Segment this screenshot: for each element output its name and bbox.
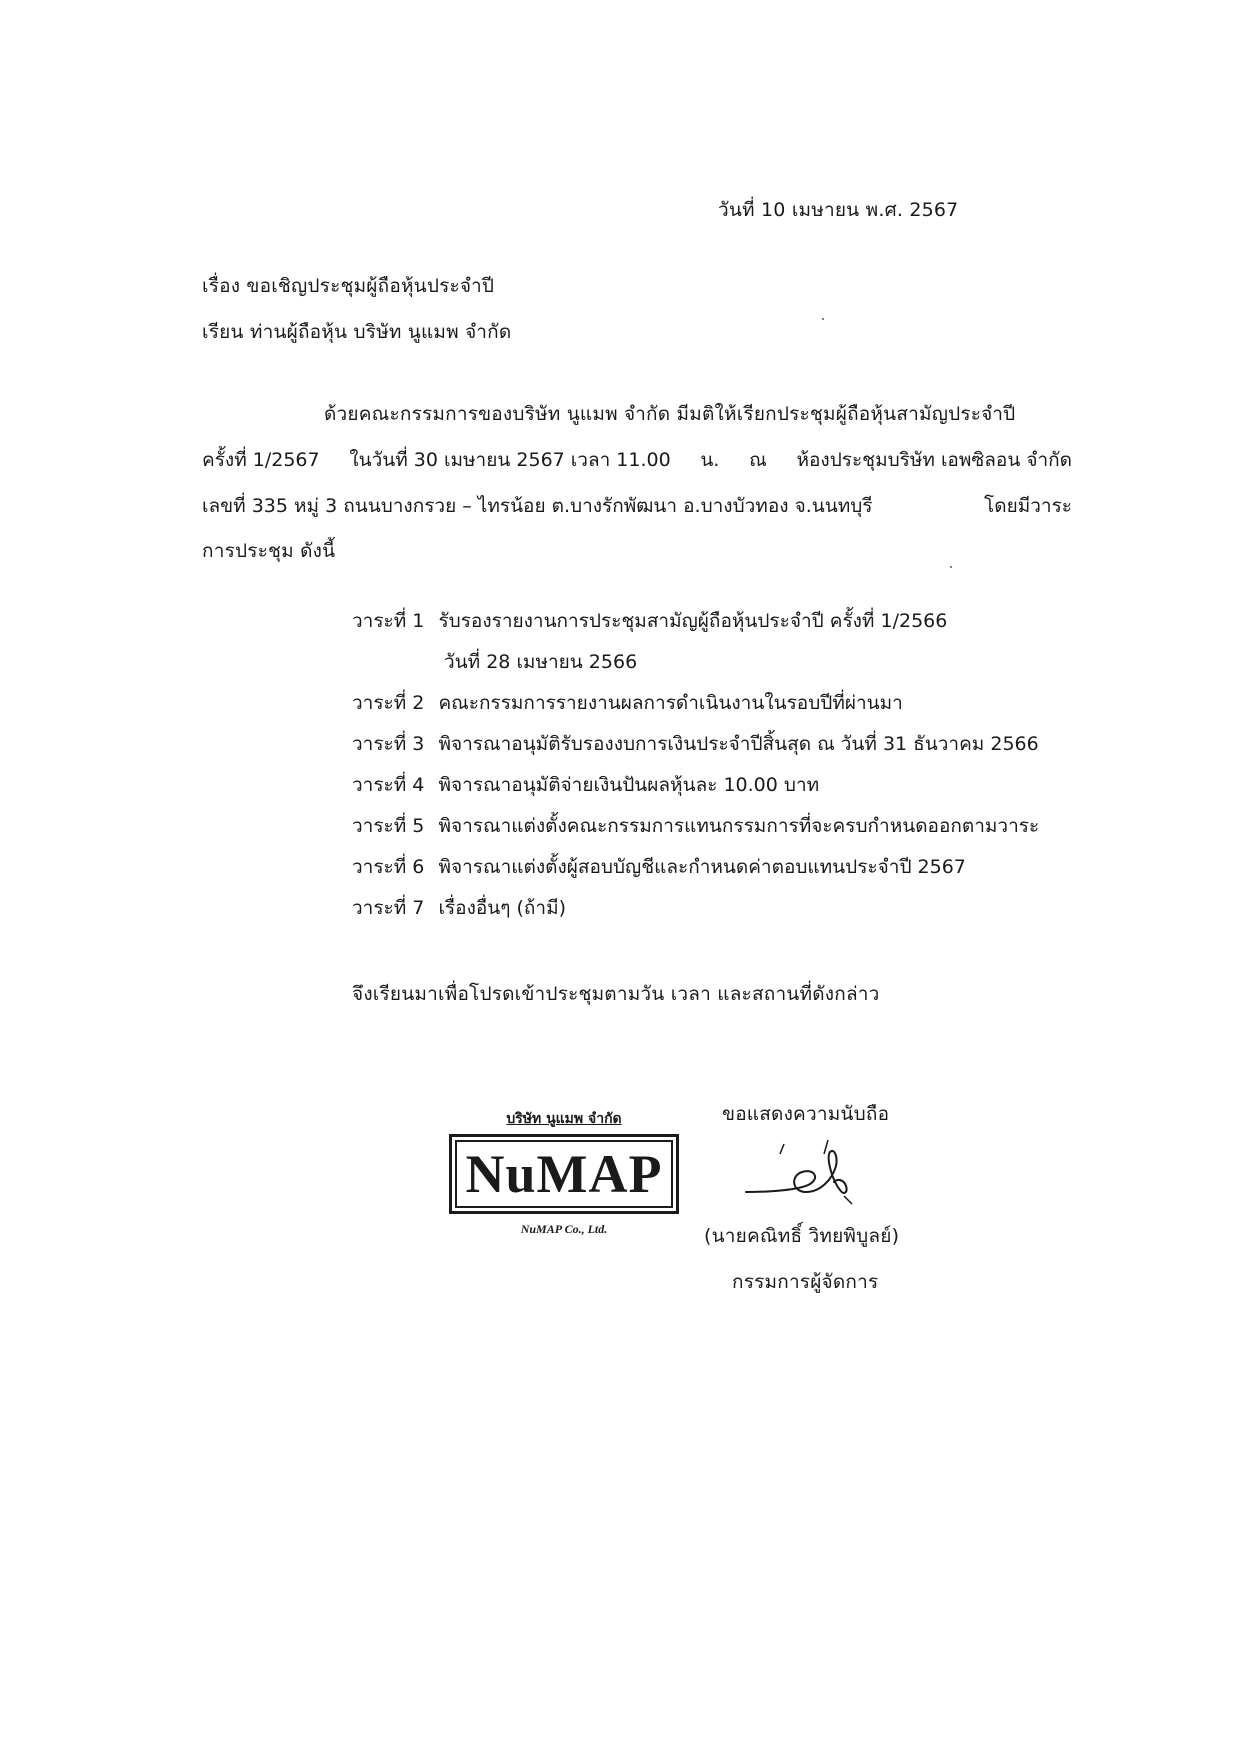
letter-date: วันที่ 10 เมษายน พ.ศ. 2567 — [718, 199, 959, 221]
agenda-label: วาระที่ 4 — [352, 774, 425, 796]
agenda-item-5 — [352, 812, 1039, 840]
company-stamp — [448, 1108, 680, 1237]
agenda-text: พิจารณาอนุมัติรับรองงบการเงินประจำปีสิ้นสุด ณ วันที่ 31 ธันวาคม 2566 — [438, 733, 1039, 755]
closing-line: จึงเรียนมาเพื่อโปรดเข้าประชุมตามวัน เวลา และสถานที่ดังกล่าว — [352, 983, 880, 1005]
agenda-label: วาระที่ 3 — [352, 733, 425, 755]
letter-subject: เรื่อง ขอเชิญประชุมผู้ถือหุ้นประจำปี — [202, 275, 495, 297]
agenda-text: พิจารณาแต่งตั้งคณะกรรมการแทนกรรมการที่จะครบกำหนดออกตามวาระ — [438, 815, 1040, 837]
agenda-item-4 — [352, 771, 819, 799]
scan-speck — [950, 566, 952, 568]
body-word: ห้องประชุมบริษัท เอพซิลอน จำกัด — [796, 449, 1072, 471]
signer-name: (นายคณิทธิ์ วิทยพิบูลย์) — [704, 1225, 900, 1247]
agenda-label: วาระที่ 6 — [352, 856, 425, 878]
agenda-item-3 — [352, 730, 1039, 758]
agenda-text: วันที่ 28 เมษายน 2566 — [444, 651, 638, 673]
body-word: ครั้งที่ 1/2567 — [202, 449, 320, 471]
stamp-logo-frame — [449, 1134, 679, 1214]
agenda-text: รับรองรายงานการประชุมสามัญผู้ถือหุ้นประจำปี ครั้งที่ 1/2566 — [438, 610, 948, 632]
agenda-item-7 — [352, 894, 566, 922]
agenda-text: คณะกรรมการรายงานผลการดำเนินงานในรอบปีที่ผ่านมา — [438, 692, 903, 714]
body-line-3 — [202, 492, 1072, 520]
agenda-label: วาระที่ 1 — [352, 610, 425, 632]
body-line-2 — [202, 446, 1072, 474]
agenda-label: วาระที่ 7 — [352, 897, 425, 919]
agenda-text: พิจารณาอนุมัติจ่ายเงินปันผลหุ้นละ 10.00 บาท — [438, 774, 820, 796]
agenda-text: เรื่องอื่นๆ (ถ้ามี) — [438, 897, 567, 919]
body-word: น. — [700, 449, 720, 471]
handwritten-signature — [740, 1140, 880, 1210]
regards-text: ขอแสดงความนับถือ — [722, 1103, 890, 1125]
body-word: โดยมีวาระ — [984, 495, 1072, 517]
agenda-text: พิจารณาแต่งตั้งผู้สอบบัญชีและกำหนดค่าตอบแทนประจำปี 2567 — [438, 856, 966, 878]
agenda-label: วาระที่ 5 — [352, 815, 425, 837]
body-line-4: การประชุม ดังนี้ — [202, 540, 336, 562]
stamp-company-english: NuMAP Co., Ltd. — [520, 1222, 608, 1236]
signer-title: กรรมการผู้จัดการ — [732, 1271, 879, 1293]
agenda-label: วาระที่ 2 — [352, 692, 425, 714]
agenda-item-1-continued — [444, 648, 637, 676]
agenda-item-1 — [352, 607, 947, 635]
letter-recipient: เรียน ท่านผู้ถือหุ้น บริษัท นูแมพ จำกัด — [202, 321, 512, 343]
stamp-logo: NuMAP — [455, 1140, 673, 1208]
body-word: ณ — [749, 449, 767, 471]
body-word: ในวันที่ 30 เมษายน 2567 เวลา 11.00 — [349, 449, 671, 471]
body-word: เลขที่ 335 หมู่ 3 ถนนบางกรวย – ไทรน้อย ต.บางรักพัฒนา อ.บางบัวทอง จ.นนทบุรี — [202, 495, 873, 517]
stamp-company-thai: บริษัท นูแมพ จำกัด — [506, 1111, 622, 1127]
agenda-item-2 — [352, 689, 903, 717]
scan-speck — [822, 318, 824, 320]
body-line-1: ด้วยคณะกรรมการของบริษัท นูแมพ จำกัด มีมติให้เรียกประชุมผู้ถือหุ้นสามัญประจำปี — [324, 403, 1016, 425]
agenda-item-6 — [352, 853, 966, 881]
